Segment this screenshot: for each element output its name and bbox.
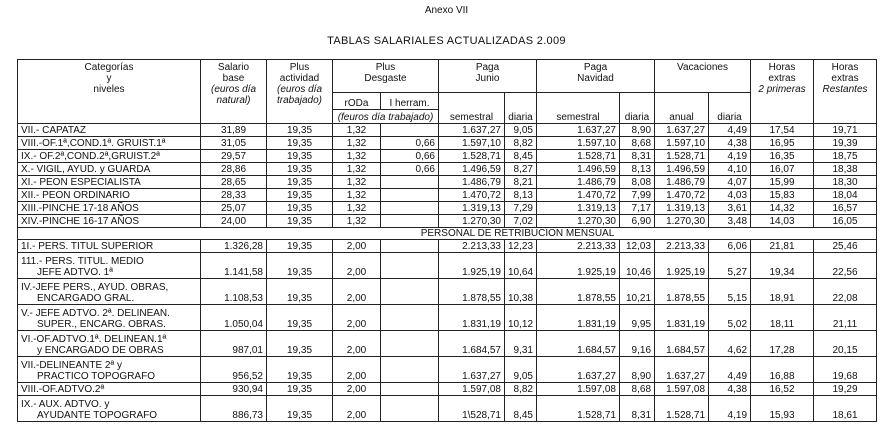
salario-base-cell: 31,05 [201,137,267,150]
category-line-1: V.- JEFE ADTVO. 2ª. DELINEAN. [21,308,170,319]
table-row [18,240,877,253]
navidad-diaria-cell: 10,21 [620,279,655,305]
junio-semestral-cell: 1.319,13 [439,202,505,215]
salario-base-cell: 956,52 [201,357,267,383]
plus-actividad-cell: 19,35 [267,202,333,215]
category-line-2: AYUDANTE TOPOGRAFO [37,410,158,421]
junio-diaria-cell: 7,29 [505,202,537,215]
vacaciones-anual-cell: 1.486,79 [655,176,709,189]
plus-desgaste-roda-cell: 1,32 [333,163,381,176]
horas-2-primeras-cell: 15,83 [751,189,814,202]
header-horas-2-primeras: Horas extras 2 primeras [751,60,814,124]
table-row [18,357,877,383]
vacaciones-diaria-cell: 4,38 [709,383,751,396]
plus-desgaste-herram-cell [381,305,439,331]
header-plus-actividad: Plus actividad (euros día trabajado) [267,60,333,124]
category-line-1: 1I.- PERS. TITUL SUPERIOR [21,241,154,252]
plus-desgaste-cell: 2,00 [333,240,381,253]
header-junio-diaria: diaria [505,93,537,124]
junio-semestral-cell: 1.496,59 [439,163,505,176]
header-vacaciones-anual: anual [655,93,709,124]
plus-desgaste-herram-cell: 0,66 [381,137,439,150]
category-line-2: ENCARGADO GRAL. [37,293,135,304]
category-line-2: y ENCARGADO DE OBRAS [37,345,164,356]
salario-base-cell: 930,94 [201,383,267,396]
category-cell [18,331,201,357]
plus-desgaste-herram-cell: 0,66 [381,150,439,163]
header-categorias: Categorías y niveles [18,60,201,124]
navidad-semestral-cell: 1.684,57 [537,331,620,357]
junio-diaria-cell: 8,82 [505,383,537,396]
junio-semestral-cell: 1.597,10 [439,137,505,150]
navidad-semestral-cell: 1.831,19 [537,305,620,331]
navidad-diaria-cell: 9,95 [620,305,655,331]
vacaciones-anual-cell: 1.470,72 [655,189,709,202]
navidad-diaria-cell: 8,08 [620,176,655,189]
category-line-1: VI.-OF.ADTVO.1ª. DELINEAN.1ª [21,334,167,345]
junio-diaria-cell: 7,02 [505,215,537,228]
plus-desgaste-herram-cell [381,240,439,253]
navidad-semestral-cell: 1.925,19 [537,253,620,279]
category-cell: XII.- PEON ORDINARIO [18,189,201,202]
horas-restantes-cell: 21,11 [814,305,877,331]
vacaciones-anual-cell: 1.528,71 [655,150,709,163]
header-desgaste-note: (feuros día trabajado) [333,110,439,124]
category-cell: VIII.-OF.1ª,COND.1ª. GRUIST.1ª [18,137,201,150]
plus-actividad-cell: 19,35 [267,240,333,253]
plus-actividad-cell: 19,35 [267,150,333,163]
salario-base-cell: 1.050,04 [201,305,267,331]
table-row [18,215,877,228]
junio-diaria-cell: 9,05 [505,124,537,137]
category-cell: IX.- OF.2ª,COND.2ª,GRUIST.2ª [18,150,201,163]
navidad-semestral-cell: 1.637,27 [537,124,620,137]
horas-restantes-cell: 19,29 [814,383,877,396]
horas-2-primeras-cell: 18,91 [751,279,814,305]
vacaciones-diaria-cell: 5,15 [709,279,751,305]
junio-diaria-cell: 9,31 [505,331,537,357]
horas-2-primeras-cell: 16,95 [751,137,814,150]
salary-table [17,59,877,422]
junio-semestral-cell: 1.684,57 [439,331,505,357]
junio-diaria-cell: 8,21 [505,176,537,189]
table-row [18,137,877,150]
vacaciones-anual-cell: 1.878,55 [655,279,709,305]
table-row [18,163,877,176]
plus-actividad-cell: 19,35 [267,357,333,383]
junio-diaria-cell: 8,45 [505,150,537,163]
vacaciones-diaria-cell: 4,38 [709,137,751,150]
navidad-diaria-cell: 8,90 [620,124,655,137]
plus-actividad-cell: 19,35 [267,124,333,137]
junio-diaria-cell: 10,12 [505,305,537,331]
plus-actividad-cell: 19,35 [267,215,333,228]
plus-desgaste-herram-cell [381,253,439,279]
horas-restantes-cell: 19,71 [814,124,877,137]
vacaciones-diaria-cell: 3,48 [709,215,751,228]
navidad-semestral-cell: 1.528,71 [537,150,620,163]
header-paga-navidad: Paga Navidad [537,60,655,93]
vacaciones-diaria-cell: 4,03 [709,189,751,202]
header-vacaciones: Vacaciones [655,60,751,93]
plus-desgaste-herram-cell [381,331,439,357]
vacaciones-diaria-cell: 4,19 [709,396,751,422]
junio-semestral-cell: 1.486,79 [439,176,505,189]
vacaciones-anual-cell: 1.637,27 [655,124,709,137]
header-desgaste-roda: rODa [333,93,381,110]
plus-desgaste-cell: 2,00 [333,305,381,331]
category-line-1: 111.- PERS. TITUL. MEDIO [21,256,144,267]
annex-label: Anexo VII [424,5,469,16]
junio-diaria-cell: 8,45 [505,396,537,422]
header-paga-junio: Paga Junio [439,60,537,93]
plus-desgaste-cell: 2,00 [333,331,381,357]
header-junio-semestral: semestral [439,93,505,124]
category-line-1: IX.- AUX. ADTVO. y [21,399,110,410]
junio-semestral-cell: 1.470,72 [439,189,505,202]
horas-restantes-cell: 18,04 [814,189,877,202]
horas-2-primeras-cell: 21,81 [751,240,814,253]
category-cell [18,383,201,396]
salario-base-cell: 1.108,53 [201,279,267,305]
vacaciones-anual-cell: 1.597,10 [655,137,709,150]
category-cell: VII.- CAPATAZ [18,124,201,137]
horas-restantes-cell: 16,05 [814,215,877,228]
plus-actividad-cell: 19,35 [267,137,333,150]
plus-actividad-cell: 19,35 [267,163,333,176]
horas-restantes-cell: 18,61 [814,396,877,422]
table-row [18,176,877,189]
junio-diaria-cell: 12,23 [505,240,537,253]
category-cell [18,253,201,279]
vacaciones-diaria-cell: 5,02 [709,305,751,331]
navidad-diaria-cell: 7,17 [620,202,655,215]
category-line-2: PRACTICO TOPOGRAFO [37,371,155,382]
table-row [18,202,877,215]
horas-2-primeras-cell: 16,88 [751,357,814,383]
horas-2-primeras-cell: 17,54 [751,124,814,137]
junio-semestral-cell: 2.213,33 [439,240,505,253]
navidad-diaria-cell: 6,90 [620,215,655,228]
category-cell [18,279,201,305]
navidad-diaria-cell: 8,90 [620,357,655,383]
salario-base-cell: 31,89 [201,124,267,137]
vacaciones-anual-cell: 1.831,19 [655,305,709,331]
junio-diaria-cell: 8,82 [505,137,537,150]
vacaciones-diaria-cell: 4,07 [709,176,751,189]
plus-desgaste-roda-cell: 1,32 [333,202,381,215]
category-line-1: VII.-DELINEANTE 2ª y [21,360,122,371]
junio-diaria-cell: 8,13 [505,189,537,202]
vacaciones-diaria-cell: 4,49 [709,124,751,137]
category-line-2: JEFE ADTVO. 1ª [37,267,113,278]
vacaciones-anual-cell: 1.319,13 [655,202,709,215]
navidad-diaria-cell: 9,16 [620,331,655,357]
navidad-diaria-cell: 8,31 [620,396,655,422]
vacaciones-diaria-cell: 3,61 [709,202,751,215]
salario-base-cell: 1.141,58 [201,253,267,279]
vacaciones-anual-cell: 1.496,59 [655,163,709,176]
plus-actividad-cell: 19,35 [267,331,333,357]
vacaciones-diaria-cell: 5,27 [709,253,751,279]
horas-2-primeras-cell: 19,34 [751,253,814,279]
horas-restantes-cell: 22,56 [814,253,877,279]
category-line-1: VIII.-OF.ADTVO.2ª [21,384,105,395]
vacaciones-anual-cell: 1.925,19 [655,253,709,279]
section-divider [18,228,877,240]
plus-desgaste-roda-cell: 1,32 [333,176,381,189]
junio-diaria-cell: 10,64 [505,253,537,279]
table-row [18,305,877,331]
vacaciones-anual-cell: 1.684,57 [655,331,709,357]
category-cell [18,357,201,383]
horas-restantes-cell: 20,15 [814,331,877,357]
horas-2-primeras-cell: 15,93 [751,396,814,422]
horas-restantes-cell: 19,39 [814,137,877,150]
plus-desgaste-herram-cell [381,215,439,228]
navidad-diaria-cell: 12,03 [620,240,655,253]
plus-desgaste-roda-cell: 1,32 [333,124,381,137]
salario-base-cell: 28,33 [201,189,267,202]
horas-restantes-cell: 22,08 [814,279,877,305]
vacaciones-anual-cell: 1.270,30 [655,215,709,228]
table-row [18,253,877,279]
header-desgaste-herram: I herram. [381,93,439,110]
section-label: PERSONAL DE RETRIBUCION MENSUAL [381,228,655,240]
plus-desgaste-herram-cell: 0,66 [381,163,439,176]
horas-2-primeras-cell: 17,28 [751,331,814,357]
plus-desgaste-herram-cell [381,176,439,189]
navidad-diaria-cell: 7,99 [620,189,655,202]
horas-2-primeras-cell: 14,32 [751,202,814,215]
junio-semestral-cell: 1.270,30 [439,215,505,228]
category-cell: XIII.-PINCHE 17-18 AÑOS [18,202,201,215]
category-line-2: SUPER., ENCARG. OBRAS. [37,319,166,330]
horas-2-primeras-cell: 15,99 [751,176,814,189]
navidad-semestral-cell: 1.878,55 [537,279,620,305]
salario-base-cell: 1.326,28 [201,240,267,253]
plus-desgaste-herram-cell [381,189,439,202]
navidad-semestral-cell: 1.528,71 [537,396,620,422]
table-row [18,383,877,396]
table-header [18,60,877,124]
vacaciones-anual-cell: 2.213,33 [655,240,709,253]
horas-2-primeras-cell: 16,07 [751,163,814,176]
vacaciones-diaria-cell: 4,49 [709,357,751,383]
plus-desgaste-roda-cell: 1,32 [333,137,381,150]
junio-semestral-cell: 1.597,08 [439,383,505,396]
header-salario: Salario base (euros día natural) [201,60,267,124]
plus-actividad-cell: 19,35 [267,253,333,279]
plus-actividad-cell: 19,35 [267,305,333,331]
navidad-semestral-cell: 1.496,59 [537,163,620,176]
plus-desgaste-cell: 2,00 [333,253,381,279]
plus-actividad-cell: 19,35 [267,396,333,422]
junio-semestral-cell: 1.878,55 [439,279,505,305]
plus-desgaste-roda-cell: 1,32 [333,189,381,202]
navidad-semestral-cell: 1.597,10 [537,137,620,150]
category-line-1: IV.-JEFE PERS., AYUD. OBRAS, [21,282,169,293]
table-row [18,124,877,137]
plus-actividad-cell: 19,35 [267,176,333,189]
salario-base-cell: 29,57 [201,150,267,163]
header-vacaciones-diaria: diaria [709,93,751,124]
navidad-diaria-cell: 8,68 [620,383,655,396]
plus-desgaste-cell: 2,00 [333,357,381,383]
header-navidad-semestral: semestral [537,93,620,124]
table-row [18,396,877,422]
junio-diaria-cell: 9,05 [505,357,537,383]
horas-2-primeras-cell: 18,11 [751,305,814,331]
horas-2-primeras-cell: 14,03 [751,215,814,228]
horas-restantes-cell: 19,68 [814,357,877,383]
vacaciones-diaria-cell: 6,06 [709,240,751,253]
plus-desgaste-herram-cell [381,383,439,396]
table-row [18,150,877,163]
junio-semestral-cell: 1.831,19 [439,305,505,331]
horas-restantes-cell: 18,75 [814,150,877,163]
plus-desgaste-cell: 2,00 [333,383,381,396]
horas-2-primeras-cell: 16,35 [751,150,814,163]
plus-actividad-cell: 19,35 [267,189,333,202]
monthly-wage-rows [18,240,877,422]
junio-semestral-cell: 1.528,71 [439,150,505,163]
navidad-semestral-cell: 1.637,27 [537,357,620,383]
salario-base-cell: 24,00 [201,215,267,228]
document-title: TABLAS SALARIALES ACTUALIZADAS 2.009 [327,35,566,47]
navidad-semestral-cell: 1.319,13 [537,202,620,215]
plus-desgaste-herram-cell [381,124,439,137]
horas-restantes-cell: 16,57 [814,202,877,215]
table-row [18,331,877,357]
header-navidad-diaria: diaria [620,93,655,124]
horas-restantes-cell: 25,46 [814,240,877,253]
junio-semestral-cell: 1.637,27 [439,124,505,137]
category-cell: XI.- PEON ESPECIALISTA [18,176,201,189]
plus-desgaste-roda-cell: 1,32 [333,150,381,163]
plus-desgaste-herram-cell [381,357,439,383]
navidad-semestral-cell: 1.486,79 [537,176,620,189]
plus-actividad-cell: 19,35 [267,279,333,305]
plus-desgaste-herram-cell [381,396,439,422]
category-cell: X.- VIGIL, AYUD. y GUARDA [18,163,201,176]
navidad-diaria-cell: 10,46 [620,253,655,279]
navidad-semestral-cell: 1.597,08 [537,383,620,396]
plus-desgaste-cell: 2,00 [333,396,381,422]
salario-base-cell: 28,65 [201,176,267,189]
junio-diaria-cell: 10,38 [505,279,537,305]
category-cell: XIV.-PINCHE 16-17 AÑOS [18,215,201,228]
salario-base-cell: 28,86 [201,163,267,176]
plus-actividad-cell: 19,35 [267,383,333,396]
vacaciones-anual-cell: 1.528,71 [655,396,709,422]
category-cell [18,305,201,331]
junio-semestral-cell: 1\528,71 [439,396,505,422]
vacaciones-anual-cell: 1.637,27 [655,357,709,383]
junio-semestral-cell: 1.925,19 [439,253,505,279]
navidad-semestral-cell: 2.213,33 [537,240,620,253]
header-plus-desgaste: Plus Desgaste [333,60,439,93]
category-cell [18,240,201,253]
plus-desgaste-cell: 2,00 [333,279,381,305]
junio-diaria-cell: 8,27 [505,163,537,176]
vacaciones-diaria-cell: 4,19 [709,150,751,163]
plus-desgaste-herram-cell [381,279,439,305]
plus-desgaste-herram-cell [381,202,439,215]
navidad-diaria-cell: 8,68 [620,137,655,150]
vacaciones-diaria-cell: 4,10 [709,163,751,176]
salario-base-cell: 987,01 [201,331,267,357]
navidad-diaria-cell: 8,13 [620,163,655,176]
header-horas-restantes: Horas extras Restantes [814,60,877,124]
navidad-semestral-cell: 1.470,72 [537,189,620,202]
table-row [18,189,877,202]
daily-wage-rows [18,124,877,228]
vacaciones-diaria-cell: 4,62 [709,331,751,357]
navidad-semestral-cell: 1.270,30 [537,215,620,228]
table-row [18,279,877,305]
junio-semestral-cell: 1.637,27 [439,357,505,383]
horas-2-primeras-cell: 16,52 [751,383,814,396]
salario-base-cell: 25,07 [201,202,267,215]
navidad-diaria-cell: 8,31 [620,150,655,163]
horas-restantes-cell: 18,38 [814,163,877,176]
horas-restantes-cell: 18,30 [814,176,877,189]
vacaciones-anual-cell: 1.597,08 [655,383,709,396]
category-cell [18,396,201,422]
salario-base-cell: 886,73 [201,396,267,422]
plus-desgaste-roda-cell: 1,32 [333,215,381,228]
